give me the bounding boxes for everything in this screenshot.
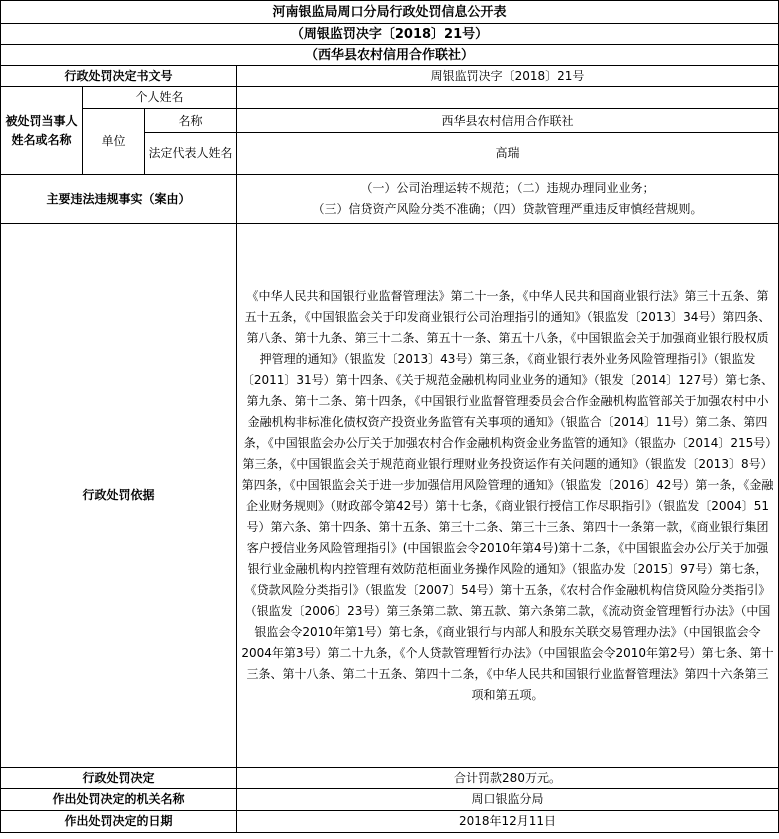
decision-number-row — [1, 66, 779, 87]
party-label: 被处罚当事人姓名或名称 — [1, 87, 83, 175]
date-row — [1, 811, 779, 833]
facts-line-2: （三）信贷资产风险分类不准确；（四）贷款管理严重违反审慎经营规则。 — [312, 202, 703, 216]
decision-row — [1, 768, 779, 789]
authority-label: 作出处罚决定的机关名称 — [1, 789, 237, 811]
legal-rep-label: 法定代表人姓名 — [145, 133, 237, 175]
title-row — [1, 1, 779, 24]
decision-value: 合计罚款280万元。 — [237, 768, 779, 789]
authority-value: 周口银监分局 — [237, 789, 779, 811]
facts-label: 主要违法违规事实（案由） — [1, 175, 237, 224]
individual-name-value — [237, 87, 779, 109]
basis-row — [1, 224, 779, 768]
individual-name-label: 个人姓名 — [83, 87, 237, 109]
basis-label: 行政处罚依据 — [1, 224, 237, 768]
facts-value — [237, 175, 779, 224]
unit-name-label: 名称 — [145, 111, 237, 133]
legal-rep-value: 高瑞 — [237, 133, 779, 175]
authority-row — [1, 789, 779, 811]
individual-name-row — [1, 87, 779, 109]
decision-number-label: 行政处罚决定书文号 — [1, 66, 237, 87]
decision-number-header-row — [1, 24, 779, 45]
basis-value: 《中华人民共和国银行业监督管理法》第二十一条，《中华人民共和国商业银行法》第三十五条、第五十五条，《中国银监会关于印发商业银行公司治理指引的通知》（银监发〔2013〕34号）第四条、第八条、第十九条、第三十二条、第五十一条、第五十八条，《中国银监会关于加强商业银行股权质押管理的通知》（银监发〔2013〕43号）第三条，《商业银行表外业务风险管理指引》（银监发〔2011〕31号）第十四条、《关于规范金融机构同业业务的通知》（银发〔2014〕127号）第七条、第九条、第十二条、第十四条，《中国银行业监督管理委员会合作金融机构监管部关于加强农村中小金融机构非标准化债权资产投资业务监管有关事项的通知》（银监合〔2014〕11号）第二条、第四条，《中国银监会办公厅关于加强农村合作金融机构资金业务监管的通知》（银监办〔2014〕215号）第三条，《中国银监会关于规范商业银行理财业务投资运作有关问题的通知》（银监发〔2013〕8号）第四条，《中国银监会关于进一步加强信用风险管理的通知》（银监发〔2016〕42号）第一条，《金融企业财务规则》（财政部令第42号）第十七条，《商业银行授信工作尽职指引》（银监发〔2004〕51号）第六条、第十四条、第十五条、第三十二条、第三十三条、第四十一条第一款，《商业银行集团客户授信业务风险管理指引》(中国银监会令2010年第4号)第十二条，《中国银监会办公厅关于加强银行业金融机构内控管理有效防范柜面业务操作风险的通知》（银监办发〔2015〕97号）第七条，《贷款风险分类指引》（银监发〔2007〕54号）第十五条，《农村合作金融机构信贷风险分类指引》（银监发〔2006〕23号）第三条第二款、第五款、第六条第二款，《流动资金管理暂行办法》（中国银监会令2010年第1号）第七条，《商业银行与内部人和股东关联交易管理办法》（中国银监会令2004年第3号）第二十九条，《个人贷款管理暂行办法》（中国银监会令2010年第2号）第七条、第十三条、第十八条、第二十五条、第四十二条，《中华人民共和国银行业监督管理法》第四十六条第三项和第五项。 — [237, 224, 779, 768]
decision-number-heading: （周银监罚决字〔2018〕21号） — [1, 24, 779, 45]
decision-number-value: 周银监罚决字〔2018〕21号 — [237, 66, 779, 87]
page-title: 河南银监局周口分局行政处罚信息公开表 — [1, 1, 779, 24]
facts-row — [1, 175, 779, 224]
unit-name-value: 西华县农村信用合作联社 — [237, 111, 779, 133]
entity-header-row — [1, 45, 779, 66]
decision-label: 行政处罚决定 — [1, 768, 237, 789]
unit-label: 单位 — [83, 109, 145, 175]
entity-heading: （西华县农村信用合作联社） — [1, 45, 779, 66]
date-value: 2018年12月11日 — [237, 811, 779, 833]
facts-line-1: （一）公司治理运转不规范；（二）违规办理同业业务； — [360, 181, 655, 195]
date-label: 作出处罚决定的日期 — [1, 811, 237, 833]
